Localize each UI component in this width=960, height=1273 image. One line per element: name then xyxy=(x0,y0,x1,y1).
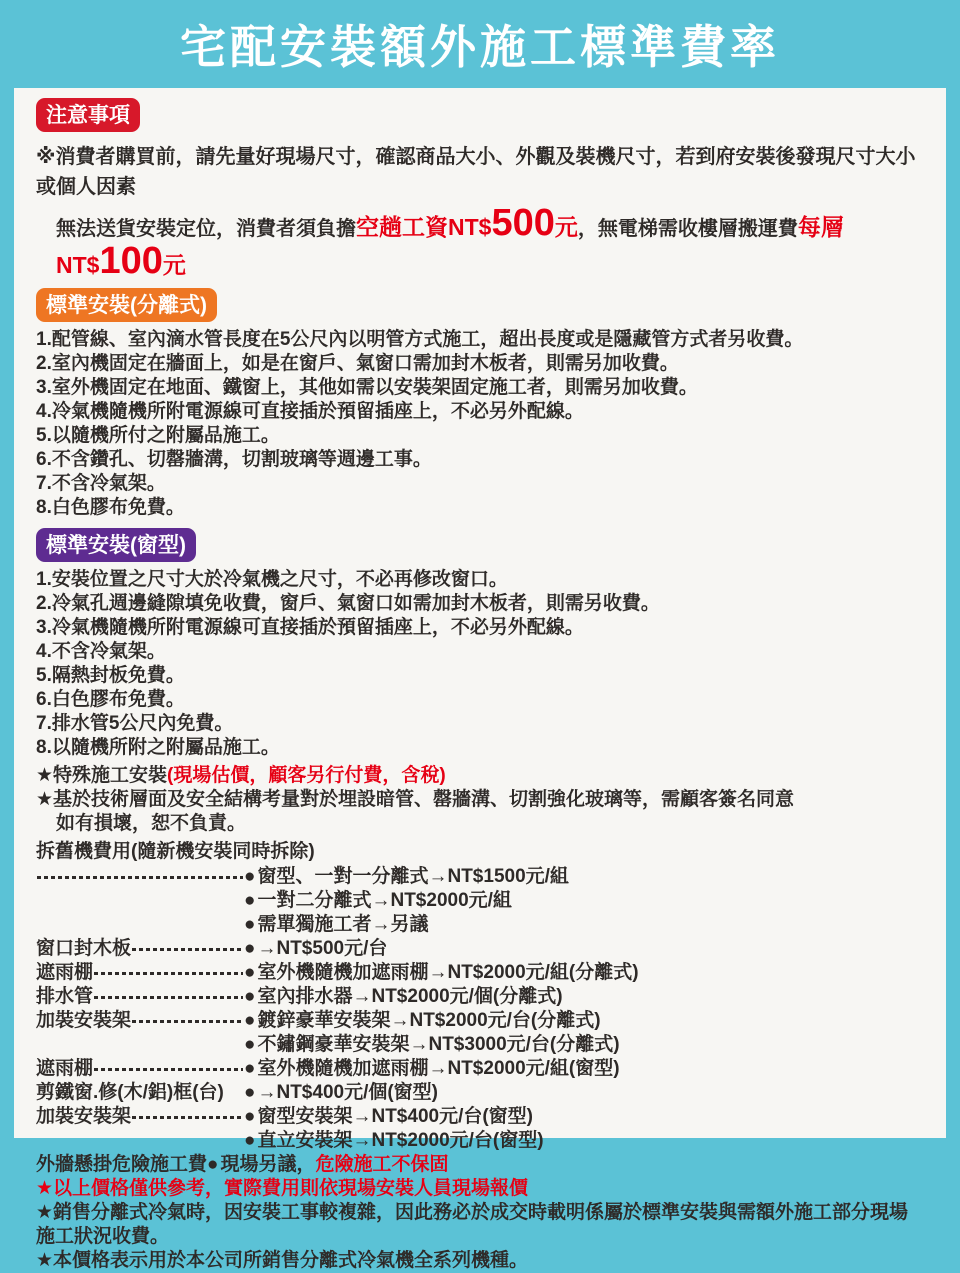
fee-label: 遮雨棚 xyxy=(36,1058,94,1079)
list-item: 7.不含冷氣架。 xyxy=(36,473,166,494)
dash-leader xyxy=(37,924,243,927)
dash-leader xyxy=(132,1116,243,1119)
fee-row xyxy=(36,889,926,913)
fee-label: 窗口封木板 xyxy=(36,938,132,959)
fee-text: 室外機隨機加遮雨棚→NT$2000元/組(窗型) xyxy=(257,1058,620,1079)
fee-row xyxy=(36,937,926,961)
fee-row xyxy=(36,1057,926,1081)
fee-row xyxy=(36,1033,926,1057)
dash-leader xyxy=(94,972,243,975)
fee-text: 窗型安裝架→NT$400元/台(窗型) xyxy=(257,1106,534,1127)
standard-split-badge: 標準安裝(分離式) xyxy=(36,288,217,322)
fee-row xyxy=(36,1009,926,1033)
notice-floor-fee-amount: 100 xyxy=(99,240,163,282)
fee-label: 排水管 xyxy=(36,986,94,1007)
standard-split-section xyxy=(36,284,926,520)
standard-window-list xyxy=(36,568,926,760)
dash-leader xyxy=(37,1140,243,1143)
dash-leader xyxy=(132,948,243,951)
bullet-icon: ● xyxy=(244,1130,256,1151)
standard-split-list xyxy=(36,328,926,520)
dash-leader xyxy=(37,1044,243,1047)
wall-hang-fee-line xyxy=(36,1153,926,1177)
notice-badge: 注意事項 xyxy=(36,98,140,132)
fee-text: 鍍鋅豪華安裝架→NT$2000元/台(分離式) xyxy=(257,1010,601,1031)
dash-leader xyxy=(132,1020,243,1023)
fee-text: 室外機隨機加遮雨棚→NT$2000元/組(分離式) xyxy=(257,962,639,983)
dash-leader xyxy=(94,996,243,999)
list-item: 8.以隨機所附之附屬品施工。 xyxy=(36,737,280,758)
fee-label: 加裝安裝架 xyxy=(36,1010,132,1031)
list-item: 5.隔熱封板免費。 xyxy=(36,665,185,686)
fee-row xyxy=(36,1105,926,1129)
fee-text: 一對二分離式→NT$2000元/組 xyxy=(257,890,512,911)
fee-row xyxy=(36,985,926,1009)
list-item: 4.不含冷氣架。 xyxy=(36,641,166,662)
tech-consent-line1: ★基於技術層面及安全結構考量對於埋設暗管、罄牆溝、切割強化玻璃等，需顧客簽名同意 xyxy=(36,789,795,810)
fees-heading: 拆舊機費用(隨新機安裝同時拆除) xyxy=(36,841,315,862)
title-bar xyxy=(0,0,960,88)
fees-section xyxy=(36,840,926,1153)
list-item: 1.配管線、室內滴水管長度在5公尺內以明管方式施工，超出長度或是隱藏管方式者另收費。 xyxy=(36,329,804,350)
notice-line1: ※消費者購買前，請先量好現場尺寸，確認商品大小、外觀及裝機尺寸，若到府安裝後發現尺寸大小或個人因素 xyxy=(36,146,916,198)
bullet-icon: ● xyxy=(244,938,256,959)
bullet-icon: ● xyxy=(244,866,256,887)
fee-text: →NT$400元/個(窗型) xyxy=(257,1082,439,1103)
list-item: 4.冷氣機隨機所附電源線可直接插於預留插座上，不必另外配線。 xyxy=(36,401,584,422)
fee-row xyxy=(36,1081,926,1105)
wall-hang-black: 現場另議， xyxy=(220,1154,316,1175)
fee-text: →NT$500元/台 xyxy=(257,938,388,959)
list-item: 2.冷氣孔週邊縫隙填免收費，窗戶、氣窗口如需加封木板者，則需另收費。 xyxy=(36,593,660,614)
fee-label: 剪鐵窗.修(木/鋁)框(台) xyxy=(36,1082,224,1103)
notice-line2-black2: ，無電梯需收樓層搬運費 xyxy=(577,218,798,240)
list-item: 3.室外機固定在地面、鐵窗上，其他如需以安裝架固定施工者，則需另加收費。 xyxy=(36,377,698,398)
bullet-icon: ● xyxy=(244,962,256,983)
notice-trip-fee-label: 空趟工資NT$ xyxy=(356,214,492,240)
special-install-red: (現場估價，顧客另行付費，含稅) xyxy=(167,765,446,786)
dash-leader xyxy=(225,1092,243,1095)
bullet-icon: ● xyxy=(244,1034,256,1055)
notice-line2-black1: 無法送貨安裝定位，消費者須負擔 xyxy=(56,218,356,240)
notice-floor-fee-label: 每層NT$ xyxy=(56,214,844,278)
dash-leader xyxy=(94,1068,243,1071)
bullet-icon: ● xyxy=(244,1010,256,1031)
dash-leader xyxy=(37,900,243,903)
page-title: 宅配安裝額外施工標準費率 xyxy=(180,21,780,73)
fee-row xyxy=(36,913,926,937)
standard-window-badge: 標準安裝(窗型) xyxy=(36,528,196,562)
wall-hang-label: 外牆懸掛危險施工費 xyxy=(36,1154,208,1175)
list-item: 2.室內機固定在牆面上，如是在窗戶、氣窗口需加封木板者，則需另加收費。 xyxy=(36,353,679,374)
bullet-icon: ● xyxy=(244,1082,256,1103)
bullet-icon: ● xyxy=(244,986,256,1007)
list-item: 6.白色膠布免費。 xyxy=(36,689,185,710)
dash-leader xyxy=(37,876,243,879)
list-item: 6.不含鑽孔、切罄牆溝，切割玻璃等週邊工事。 xyxy=(36,449,432,470)
tech-consent-line2: 如有損壞，恕不負責。 xyxy=(56,813,247,834)
notice-section xyxy=(36,94,926,282)
bullet-icon: ● xyxy=(244,1106,256,1127)
reference-note: ★以上價格僅供參考，實際費用則依現場安裝人員現場報價 xyxy=(36,1178,529,1199)
list-item: 1.安裝位置之尺寸大於冷氣機之尺寸，不必再修改窗口。 xyxy=(36,569,508,590)
price-note: ★本價格表示用於本公司所銷售分離式冷氣機全系列機種。 xyxy=(36,1250,529,1271)
list-item: 7.排水管5公尺內免費。 xyxy=(36,713,234,734)
bullet-icon: ● xyxy=(207,1154,219,1175)
bullet-icon: ● xyxy=(244,1058,256,1079)
list-item: 5.以隨機所付之附屬品施工。 xyxy=(36,425,280,446)
fee-text: 不鏽鋼豪華安裝架→NT$3000元/台(分離式) xyxy=(257,1034,620,1055)
fee-text: 需單獨施工者→另議 xyxy=(257,914,429,935)
fee-row xyxy=(36,865,926,889)
list-item: 8.白色膠布免費。 xyxy=(36,497,185,518)
fee-row xyxy=(36,961,926,985)
notice-trip-fee-amount: 500 xyxy=(491,202,555,244)
bullet-icon: ● xyxy=(244,890,256,911)
bullet-icon: ● xyxy=(244,914,256,935)
fee-row xyxy=(36,1129,926,1153)
fee-text: 窗型、一對一分離式→NT$1500元/組 xyxy=(257,866,569,887)
notice-line2 xyxy=(36,202,926,282)
fee-text: 室內排水器→NT$2000元/個(分離式) xyxy=(257,986,563,1007)
standard-window-section xyxy=(36,524,926,760)
sales-note: ★銷售分離式冷氣時，因安裝工事較複雜，因此務必於成交時載明係屬於標準安裝與需額外施工部分現場施工狀況收費。 xyxy=(36,1202,909,1247)
special-install-note xyxy=(36,764,926,788)
notice-trip-fee-unit: 元 xyxy=(554,214,578,240)
fee-text: 直立安裝架→NT$2000元/台(窗型) xyxy=(257,1130,544,1151)
wall-hang-red: 危險施工不保固 xyxy=(315,1154,449,1175)
notice-text xyxy=(36,142,926,282)
notice-floor-fee-unit: 元 xyxy=(162,252,186,278)
list-item: 3.冷氣機隨機所附電源線可直接插於預留插座上，不必另外配線。 xyxy=(36,617,584,638)
special-install-black: ★特殊施工安裝 xyxy=(36,765,168,786)
fee-label: 遮雨棚 xyxy=(36,962,94,983)
content-panel xyxy=(14,88,946,1271)
fee-label: 加裝安裝架 xyxy=(36,1106,132,1127)
